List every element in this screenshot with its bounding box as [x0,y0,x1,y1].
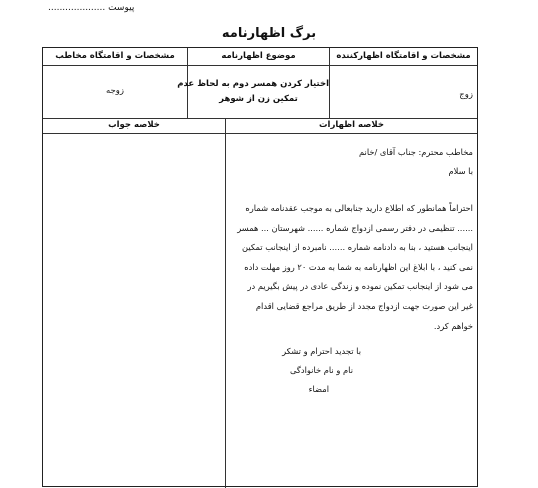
statement-paragraph-line: نمی کنید ، با ابلاغ این اظهارنامه به شما به مدت ۲۰ روز مهلت داده [244,261,473,272]
statement-paragraph-line: ...... تنظیمی در دفتر رسمی ازدواج شماره ...... شهرستان ... همسر [237,222,473,233]
statement-paragraph-line: غیر این صورت جهت ازدواج مجدد از طریق مراجع قضایی اقدام [255,300,473,311]
respondent-value: زوجه [105,86,125,96]
page-title: برگ اظهارنامه [221,26,317,41]
header-subject: موضوع اظهارنامه [221,51,296,61]
header-respondent: مشخصات و اقامتگاه مخاطب [55,51,175,61]
subject-line-1: اختیار کردن همسر دوم به لحاظ عدم [177,79,329,89]
header-claimant: مشخصات و اقامتگاه اظهارکننده [336,51,471,61]
statement-salutation: مخاطب محترم: جناب آقای /خانم [359,147,473,157]
attachment-label: پیوست .................... [48,3,135,13]
declaration-form-frame [42,47,478,487]
statement-greeting: با سلام [448,166,473,176]
subject-value [177,77,329,107]
statement-signature-label: امضاء [308,384,329,394]
statement-paragraph-line: احتراماً همانطور که اطلاع دارید جنابعالی به موجب عقدنامه شماره [245,203,473,213]
claimant-value: زوج [459,90,473,100]
statement-closing: با تجدید احترام و تشکر [282,346,361,356]
statement-name-label: نام و نام خانوادگی [290,365,353,375]
reply-header: خلاصه جواب [108,120,160,130]
statements-header: خلاصه اظهارات [319,120,384,130]
statement-paragraph [229,199,473,336]
statement-paragraph-line: خواهم کرد. [433,320,473,331]
statement-paragraph-line: می شود از اینجانب تمکین نموده و زندگی عادی در پیش بگیریم در [247,281,473,292]
statement-paragraph-line: اینجانب هستید ، بنا به دادنامه شماره ...... نامبرده از اینجانب تمکین [242,242,473,253]
column-divider-middle [225,118,226,488]
subject-line-2: تمکین زن از شوهر [219,94,298,104]
